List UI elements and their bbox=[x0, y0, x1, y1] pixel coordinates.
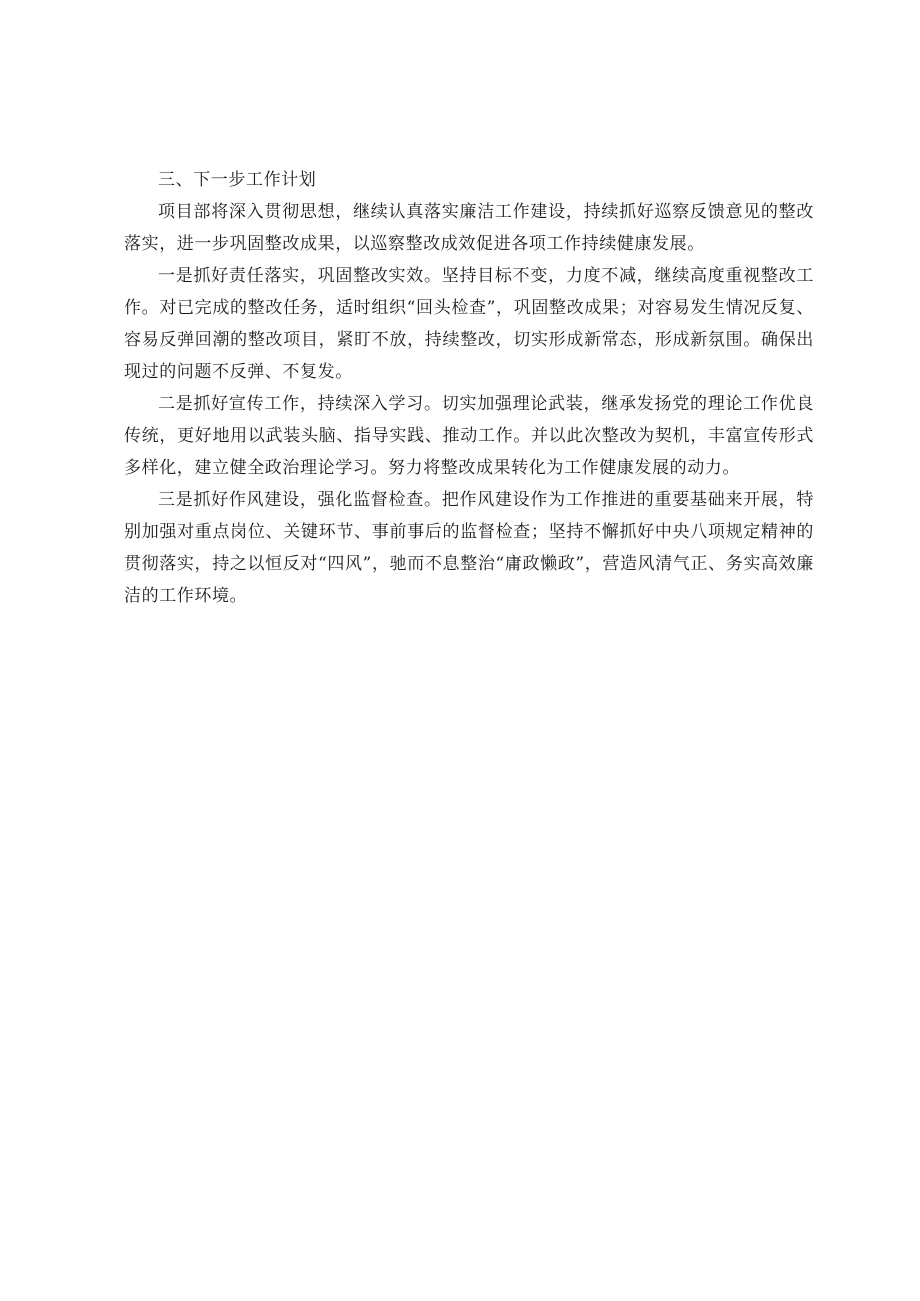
paragraph-intro: 项目部将深入贯彻思想，继续认真落实廉洁工作建设，持续抓好巡察反馈意见的整改落实，进一步巩固整改成果，以巡察整改成效促进各项工作持续健康发展。 bbox=[124, 202, 814, 254]
document-body bbox=[124, 164, 814, 612]
section-heading: 三、下一步工作计划 bbox=[158, 170, 317, 190]
paragraph-responsibility: 一是抓好责任落实，巩固整改实效。坚持目标不变，力度不减，继续高度重视整改工作。对已完成的整改任务，适时组织“回头检查”，巩固整改成果；对容易发生情况反复、容易反弹回潮的整改项目，紧盯不放，持续整改，切实形成新常态，形成新氛围。确保出现过的问题不反弹、不复发。 bbox=[124, 266, 814, 382]
paragraph-work-style: 三是抓好作风建设，强化监督检查。把作风建设作为工作推进的重要基础来开展，特别加强对重点岗位、关键环节、事前事后的监督检查；坚持不懈抓好中央八项规定精神的贯彻落实，持之以恒反对“四风”，驰而不息整治“庸政懒政”，营造风清气正、务实高效廉洁的工作环境。 bbox=[124, 490, 814, 606]
paragraph-publicity: 二是抓好宣传工作，持续深入学习。切实加强理论武装，继承发扬党的理论工作优良传统，更好地用以武装头脑、指导实践、推动工作。并以此次整改为契机，丰富宣传形式多样化，建立健全政治理论学习。努力将整改成果转化为工作健康发展的动力。 bbox=[124, 394, 814, 478]
